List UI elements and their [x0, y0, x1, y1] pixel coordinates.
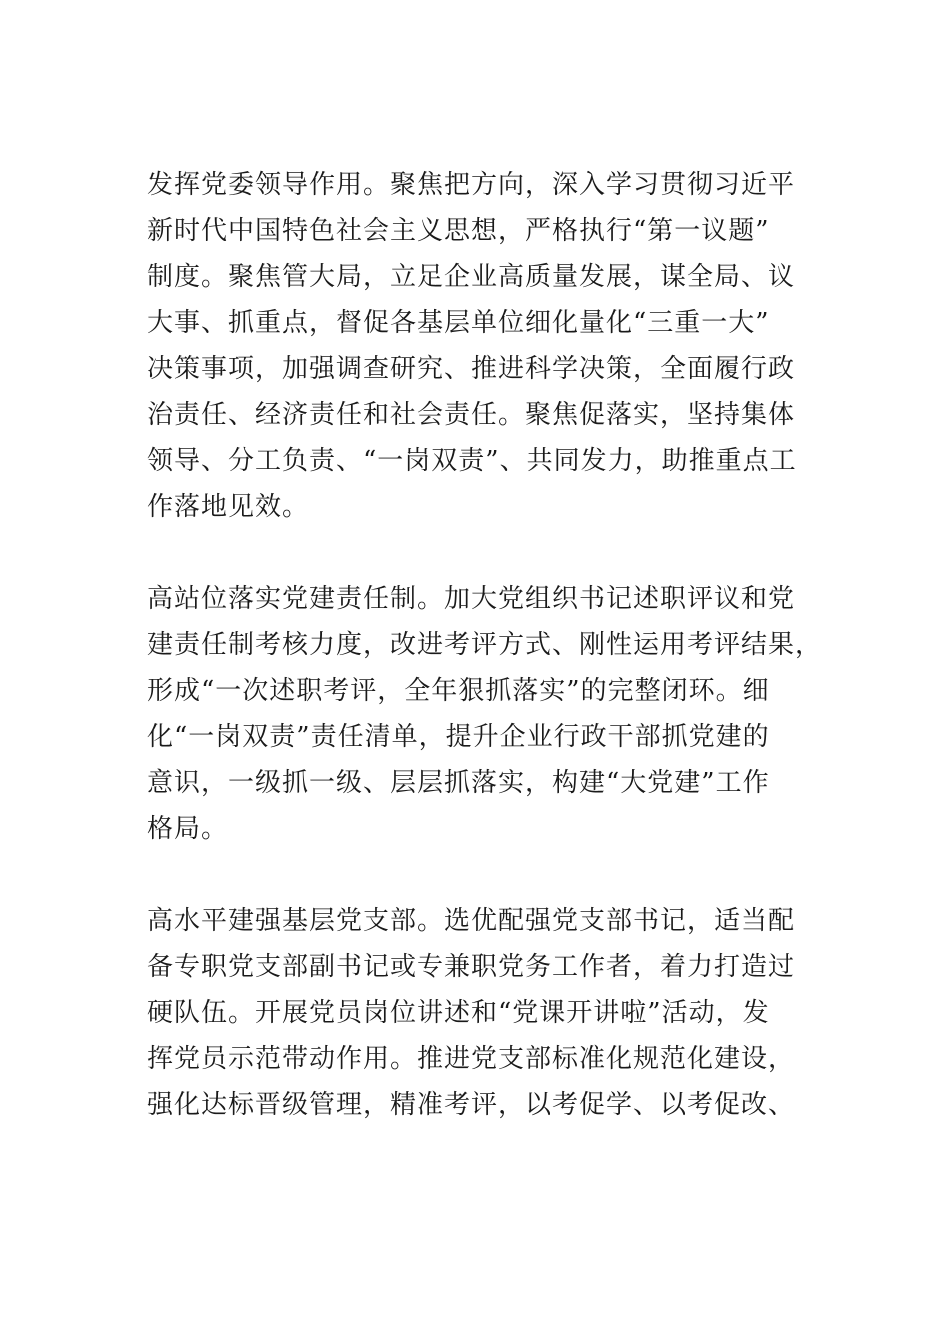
- paragraph-spacer: [147, 530, 807, 576]
- text-line: 决策事项，加强调查研究、推进科学决策，全面履行政: [147, 354, 796, 384]
- text-line: 挥党员示范带动作用。推进党支部标准化规范化建设，: [147, 1044, 796, 1074]
- text-line: 发挥党委领导作用。聚焦把方向，深入学习贯彻习近平: [147, 170, 796, 200]
- paragraph-party-building-responsibility: [147, 576, 823, 852]
- text-line: 格局。: [147, 814, 229, 844]
- paragraph-grassroots-branch: [147, 898, 807, 1128]
- text-line: 高站位落实党建责任制。加大党组织书记述职评议和党: [147, 584, 796, 614]
- text-line: 治责任、经济责任和社会责任。聚焦促落实，坚持集体: [147, 400, 796, 430]
- document-body: [147, 162, 823, 1128]
- text-line: 制度。聚焦管大局，立足企业高质量发展，谋全局、议: [147, 262, 796, 292]
- text-line: 备专职党支部副书记或专兼职党务工作者，着力打造过: [147, 952, 796, 982]
- text-line: 化“一岗双责”责任清单，提升企业行政干部抓党建的: [147, 722, 770, 752]
- text-line: 形成“一次述职考评，全年狠抓落实”的完整闭环。细: [147, 676, 770, 706]
- text-line: 建责任制考核力度，改进考评方式、刚性运用考评结果，: [147, 630, 823, 660]
- text-line: 强化达标晋级管理，精准考评，以考促学、以考促改、: [147, 1090, 796, 1120]
- text-line: 作落地见效。: [147, 492, 310, 522]
- paragraph-spacer: [147, 852, 807, 898]
- text-line: 高水平建强基层党支部。选优配强党支部书记，适当配: [147, 906, 796, 936]
- text-line: 领导、分工负责、“一岗双责”、共同发力，助推重点工: [147, 446, 797, 476]
- text-line: 硬队伍。开展党员岗位讲述和“党课开讲啦”活动，发: [147, 998, 770, 1028]
- text-line: 大事、抓重点，督促各基层单位细化量化“三重一大”: [147, 308, 770, 338]
- paragraph-party-committee-leadership: [147, 162, 807, 530]
- text-line: 意识，一级抓一级、层层抓落实，构建“大党建”工作: [147, 768, 770, 798]
- text-line: 新时代中国特色社会主义思想，严格执行“第一议题”: [147, 216, 770, 246]
